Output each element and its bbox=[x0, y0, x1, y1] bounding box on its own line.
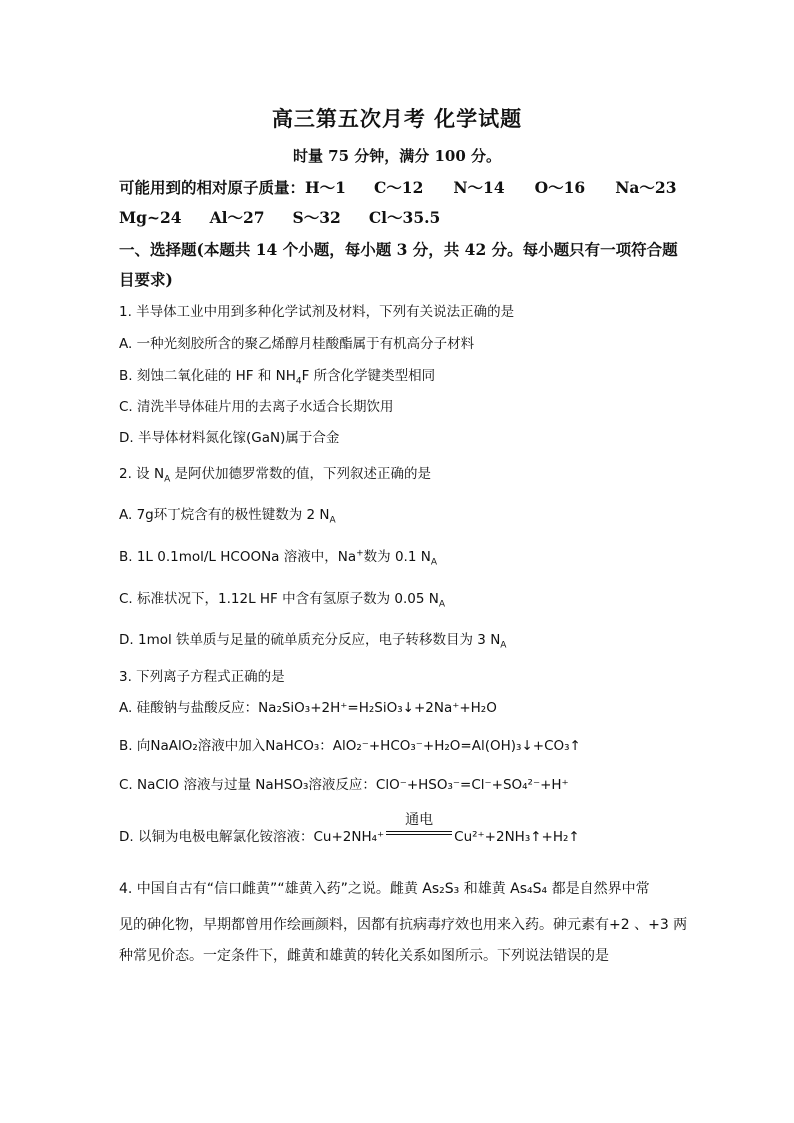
atomic-mass-mg: Mg~24 bbox=[119, 208, 182, 227]
equals-line bbox=[386, 831, 452, 835]
atomic-mass-h: H～1 bbox=[305, 178, 346, 197]
atomic-mass-s: S～32 bbox=[292, 208, 341, 227]
atomic-mass-o: O～16 bbox=[534, 178, 586, 197]
q3-option-d-text: D. 以铜为电极电解氯化铵溶液：Cu+2NH₄⁺ bbox=[119, 829, 385, 845]
q2-option-b-sup: + bbox=[356, 548, 364, 559]
q2-option-d-text: D. 1mol 铁单质与足量的硫单质充分反应，电子转移数目为 3 N bbox=[119, 632, 501, 648]
q1-option-b-text: B. 刻蚀二氧化硅的 HF 和 NH bbox=[119, 368, 296, 384]
page-title: 高三第五次月考 化学试题 bbox=[271, 106, 523, 131]
q1-option-c: C. 清洗半导体硅片用的去离子水适合长期饮用 bbox=[119, 399, 394, 415]
q4-line-3: 种常见价态。一定条件下，雌黄和雄黄的转化关系如图所示。下列说法错误的是 bbox=[119, 948, 609, 964]
q2-option-b-sub: A bbox=[430, 557, 437, 568]
q2-stem bbox=[119, 462, 432, 485]
q1-option-a: A. 一种光刻胶所含的聚乙烯醇月桂酸酯属于有机高分子材料 bbox=[119, 336, 475, 352]
q4-line-2: 见的砷化物，早期都曾用作绘画颜料，因都有抗病毒疗效也用来入药。砷元素有+2 、+3 两 bbox=[119, 917, 688, 933]
q2-stem-sub: A bbox=[164, 474, 171, 485]
atomic-mass-na: Na～23 bbox=[615, 178, 677, 197]
q1-option-b-text-2: F 所含化学键类型相同 bbox=[301, 368, 436, 384]
q3-option-a: A. 硅酸钠与盐酸反应：Na₂SiO₃+2H⁺=H₂SiO₃↓+2Na⁺+H₂O bbox=[119, 700, 497, 716]
q3-option-c: C. NaClO 溶液与过量 NaHSO₃溶液反应：ClO⁻+HSO₃⁻=Cl⁻+SO₄²⁻+H⁺ bbox=[119, 777, 569, 793]
q2-option-c bbox=[119, 587, 445, 610]
q2-option-b bbox=[119, 545, 437, 568]
q2-option-c-text: C. 标准状况下，1.12L HF 中含有氢原子数为 0.05 N bbox=[119, 591, 439, 607]
q2-option-a-sub: A bbox=[329, 515, 336, 526]
section-heading-line-1: 一、选择题(本题共 14 个小题，每小题 3 分，共 42 分。每小题只有一项符合题 bbox=[119, 240, 678, 259]
exam-duration: 时量 75 分钟，满分 100 分。 bbox=[292, 147, 502, 165]
q1-option-b bbox=[119, 364, 436, 387]
atomic-mass-label: 可能用到的相对原子质量： bbox=[119, 178, 306, 197]
q3-option-d-text-2: Cu²⁺+2NH₃↑+H₂↑ bbox=[454, 829, 580, 845]
q2-option-b-text-2: 数为 0.1 N bbox=[363, 549, 431, 565]
q3-option-b: B. 向NaAlO₂溶液中加入NaHCO₃：AlO₂⁻+HCO₃⁻+H₂O=Al(OH)₃↓+CO₃↑ bbox=[119, 738, 581, 754]
atomic-mass-line-2 bbox=[119, 206, 440, 228]
electrolysis-arrow-label: 通电 bbox=[405, 812, 434, 828]
atomic-mass-line-1 bbox=[119, 176, 676, 198]
q2-option-a bbox=[119, 503, 336, 526]
q2-option-d-sub: A bbox=[500, 640, 507, 651]
q2-option-a-text: A. 7g环丁烷含有的极性键数为 2 N bbox=[119, 507, 330, 523]
q3-stem: 3. 下列离子方程式正确的是 bbox=[119, 669, 285, 685]
q3-option-d bbox=[119, 812, 580, 845]
q2-stem-text-2: 是阿伏加德罗常数的值，下列叙述正确的是 bbox=[170, 466, 432, 482]
atomic-mass-cl: Cl～35.5 bbox=[368, 208, 441, 227]
q2-option-d bbox=[119, 628, 507, 651]
q2-option-c-sub: A bbox=[438, 599, 445, 610]
atomic-mass-al: Al～27 bbox=[209, 208, 265, 227]
q1-option-d: D. 半导体材料氮化镓(GaN)属于合金 bbox=[119, 430, 340, 446]
atomic-mass-c: C～12 bbox=[373, 178, 424, 197]
electrolysis-arrow bbox=[384, 812, 454, 841]
q4-line-1: 4. 中国自古有“信口雌黄”“雄黄入药”之说。雌黄 As₂S₃ 和雄黄 As₄S₄ 都是自然界中常 bbox=[119, 881, 650, 897]
q1-stem: 1. 半导体工业中用到多种化学试剂及材料，下列有关说法正确的是 bbox=[119, 304, 515, 320]
q2-option-b-text: B. 1L 0.1mol/L HCOONa 溶液中，Na bbox=[119, 549, 357, 565]
atomic-mass-n: N～14 bbox=[453, 178, 505, 197]
q2-stem-text: 2. 设 N bbox=[119, 466, 165, 482]
q1-option-b-sub: 4 bbox=[295, 376, 302, 387]
section-heading-line-2: 目要求) bbox=[119, 270, 173, 289]
